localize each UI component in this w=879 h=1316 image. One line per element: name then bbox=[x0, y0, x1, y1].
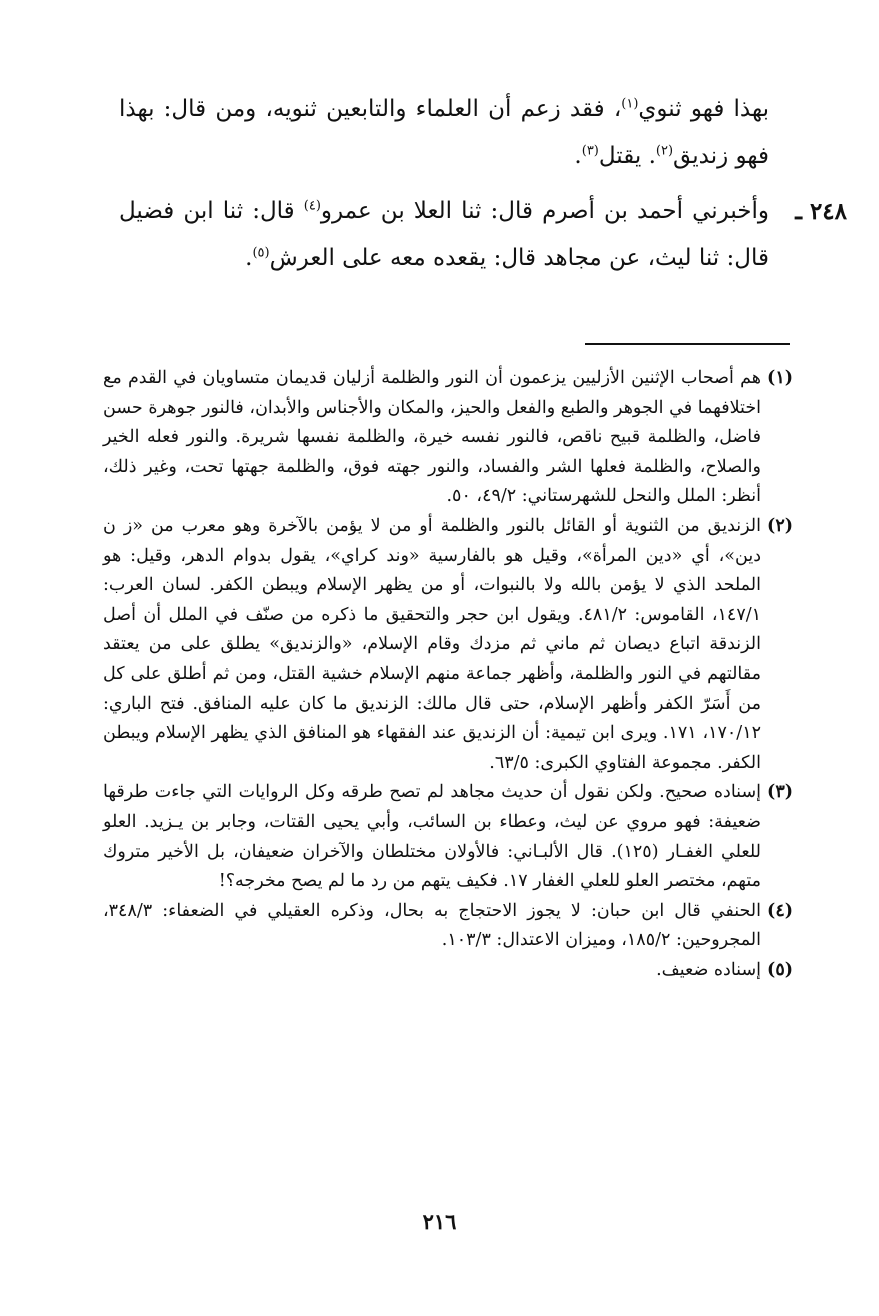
footnote-5 bbox=[103, 956, 793, 986]
footnote-ref: (٥) bbox=[252, 245, 270, 261]
footnote-ref: (١) bbox=[621, 96, 639, 112]
main-paragraph-1: بهذا فهو ثنوي$^{(١)}$، فقد زعم أن العلماء والتابعين ثنويه، ومن قال: بهذا فهو زنديق$^{(٢)}$. يقتل$^{(٣)}$. bbox=[119, 96, 770, 169]
hadith-number: ٢٤٨ ـ bbox=[795, 198, 847, 225]
footnote-4 bbox=[103, 897, 793, 956]
footnote-number: (٤) bbox=[767, 900, 793, 921]
footnote-separator bbox=[585, 343, 790, 345]
hadith-text: وأخبرني أحمد بن أصرم قال: ثنا العلا بن عمرو$^{(٤)}$ قال: ثنا ابن فضيل قال: ثنا ليث، عن مجاهد قال: يقعده معه على العرش$^{(٥)}$. bbox=[119, 198, 770, 271]
footnote-number: (١) bbox=[767, 368, 793, 388]
footnote-ref: (٣) bbox=[581, 143, 599, 159]
footnote-text: إسناده صحيح. ولكن نقول أن حديث مجاهد لم تصح طرقه وكل الروايات التي جاءت طرقها ضعيفة: فهو مروي عن ليث، وعطاء بن السائب، وأبي يحيى القتات، وجابر بن يـزيد. العلو للعلي الغفـار (١٢٥). قال الألبـاني: فالأولان مختلطان والآخران ضعيفان، بل الأخير متروك متهم، مختصر العلو للعلي الغفار ١٧. فكيف يتهم من رد ما لم يصح مخرجه؟! bbox=[103, 782, 761, 892]
footnote-number: (٥) bbox=[767, 959, 793, 980]
footnote-number: (٣) bbox=[767, 782, 793, 803]
footnote-number: (٢) bbox=[767, 515, 793, 536]
footnote-text: إسناده ضعيف. bbox=[656, 959, 761, 980]
main-text bbox=[119, 86, 847, 282]
footnote-2 bbox=[103, 512, 793, 778]
footnote-text: الحنفي قال ابن حبان: لا يجوز الاحتجاج به بحال، وذكره العقيلي في الضعفاء: ٣٤٨/٣، المجروحين: ١٨٥/٢، وميزان الاعتدال: ١٠٣/٣. bbox=[103, 900, 761, 951]
footnote-text: الزنديق من الثنوية أو القائل بالنور والظلمة أو من لا يؤمن بالآخرة وهو معرب من «ز ن دين»، أي «دين المرأة»، وقيل هو بالفارسية «وند كراي»، يقول بدوام الدهر، وقيل: هو الملحد الذي لا يؤمن بالله ولا بالنبوات، أو من يظهر الإسلام ويبطن الكفر. لسان العرب: ١٤٧/١، القاموس: ٤٨١/٢. ويقول ابن حجر والتحقيق ما ذكره من صنّف في الملل أن أصل الزندقة اتباع ديصان ثم ماني ثم مزدك وقام الإسلام، «والزنديق» يطلق على من يعتقد مقالتهم في النور والظلمة، وأظهر جماعة منهم الإسلام خشية القتل، ومن ثم أطلق على كل من أَسَرّ الكفر وأظهر الإسلام، حتى قال مالك: الزنديق ما كان عليه المنافق. فتح الباري: ١٧٠/١٢، ١٧١. ويرى ابن تيمية: أن الزنديق عند الفقهاء هو المنافق الذي يظهر الإسلام ويبطن الكفر. مجموعة الفتاوي الكبرى: ٦٣/٥. bbox=[103, 515, 762, 773]
footnotes bbox=[103, 364, 793, 985]
page-number: ٢١٦ bbox=[422, 1209, 457, 1234]
hadith-248 bbox=[119, 188, 847, 282]
footnote-text: هم أصحاب الإثنين الأزليين يزعمون أن النور والظلمة أزليان قديمان متساويان في القدم مع اختلافهما في الجوهر والطبع والفعل والحيز، والمكان والأجناس والأبدان، فالنور جوهرة حسن فاضل، والظلمة قبيح ناقص، فالنور نفسه خيرة، والظلمة نفسها شريرة. والنور فعله الخير والصلاح، والظلمة فعلها الشر والفساد، والنور جهته فوق، والظلمة جهتها تحت، وغير ذلك، أنظر: الملل والنحل للشهرستاني: ٤٩/٢، ٥٠. bbox=[103, 368, 761, 507]
footnote-1 bbox=[103, 364, 793, 512]
footnote-ref: (٤) bbox=[303, 198, 321, 214]
footnote-ref: (٢) bbox=[655, 143, 674, 159]
footnote-3 bbox=[103, 778, 793, 896]
